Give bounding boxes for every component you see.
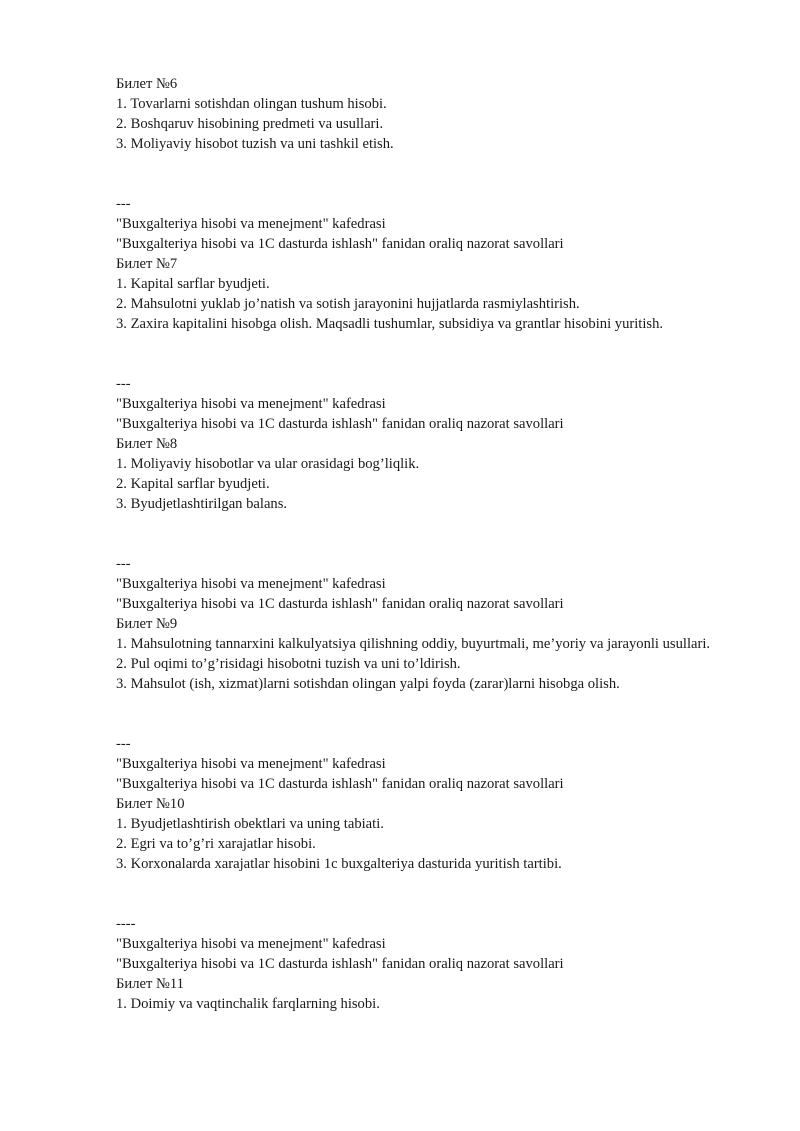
question-1: 1. Tovarlarni sotishdan olingan tushum hisobi. (116, 96, 387, 112)
section-gap (116, 154, 726, 194)
section-separator: --- (116, 376, 131, 392)
question-2: 2. Mahsulotni yuklab jo’natish va sotish jarayonini hujjatlarda rasmiylashtirish. (116, 296, 580, 312)
question-3: 3. Zaxira kapitalini hisobga olish. Maqsadli tushumlar, subsidiya va grantlar hisobini yuritish. (116, 316, 664, 332)
department-heading: "Buxgalteriya hisobi va menejment" kafedrasi (116, 756, 386, 772)
subject-heading: "Buxgalteriya hisobi va 1C dasturda ishlash" fanidan oraliq nazorat savollari (116, 956, 564, 972)
question-3: 3. Byudjetlashtirilgan balans. (116, 496, 288, 512)
section-gap (116, 514, 726, 554)
section-separator: --- (116, 556, 131, 572)
ticket-number: Билет №6 (116, 76, 178, 92)
ticket-section-9 (116, 554, 726, 694)
section-separator: --- (116, 736, 131, 752)
section-gap (116, 874, 726, 914)
question-1: 1. Byudjetlashtirish obektlari va uning tabiati. (116, 816, 384, 832)
question-3: 3. Moliyaviy hisobot tuzish va uni tashkil etish. (116, 136, 394, 152)
ticket-section-11 (116, 914, 726, 1014)
section-gap (116, 334, 726, 374)
question-1: 1. Doimiy va vaqtinchalik farqlarning hisobi. (116, 996, 380, 1012)
department-heading: "Buxgalteriya hisobi va menejment" kafedrasi (116, 936, 386, 952)
question-1: 1. Moliyaviy hisobotlar va ular orasidagi bog’liqlik. (116, 456, 420, 472)
document-page (116, 74, 726, 1014)
ticket-section-10 (116, 734, 726, 874)
department-heading: "Buxgalteriya hisobi va menejment" kafedrasi (116, 216, 386, 232)
ticket-number: Билет №9 (116, 616, 178, 632)
section-separator: ---- (116, 916, 136, 932)
ticket-section-8 (116, 374, 726, 514)
section-separator: --- (116, 196, 131, 212)
ticket-number: Билет №11 (116, 976, 184, 992)
question-1: 1. Mahsulotning tannarxini kalkulyatsiya qilishning oddiy, buyurtmali, me’yoriy va jarayonli usullari. (116, 636, 711, 652)
subject-heading: "Buxgalteriya hisobi va 1C dasturda ishlash" fanidan oraliq nazorat savollari (116, 416, 564, 432)
question-2: 2. Kapital sarflar byudjeti. (116, 476, 270, 492)
question-1: 1. Kapital sarflar byudjeti. (116, 276, 270, 292)
ticket-section-6 (116, 74, 726, 154)
department-heading: "Buxgalteriya hisobi va menejment" kafedrasi (116, 576, 386, 592)
subject-heading: "Buxgalteriya hisobi va 1C dasturda ishlash" fanidan oraliq nazorat savollari (116, 236, 564, 252)
section-gap (116, 694, 726, 734)
question-2: 2. Boshqaruv hisobining predmeti va usullari. (116, 116, 384, 132)
question-2: 2. Pul oqimi to’g’risidagi hisobotni tuzish va uni to’ldirish. (116, 656, 461, 672)
question-2: 2. Egri va to’g’ri xarajatlar hisobi. (116, 836, 316, 852)
ticket-section-7 (116, 194, 726, 334)
ticket-number: Билет №8 (116, 436, 178, 452)
department-heading: "Buxgalteriya hisobi va menejment" kafedrasi (116, 396, 386, 412)
question-3: 3. Korxonalarda xarajatlar hisobini 1c buxgalteriya dasturida yuritish tartibi. (116, 856, 562, 872)
ticket-number: Билет №7 (116, 256, 178, 272)
question-3: 3. Mahsulot (ish, xizmat)larni sotishdan olingan yalpi foyda (zarar)larni hisobga olish. (116, 676, 620, 692)
ticket-number: Билет №10 (116, 796, 185, 812)
subject-heading: "Buxgalteriya hisobi va 1C dasturda ishlash" fanidan oraliq nazorat savollari (116, 776, 564, 792)
subject-heading: "Buxgalteriya hisobi va 1C dasturda ishlash" fanidan oraliq nazorat savollari (116, 596, 564, 612)
